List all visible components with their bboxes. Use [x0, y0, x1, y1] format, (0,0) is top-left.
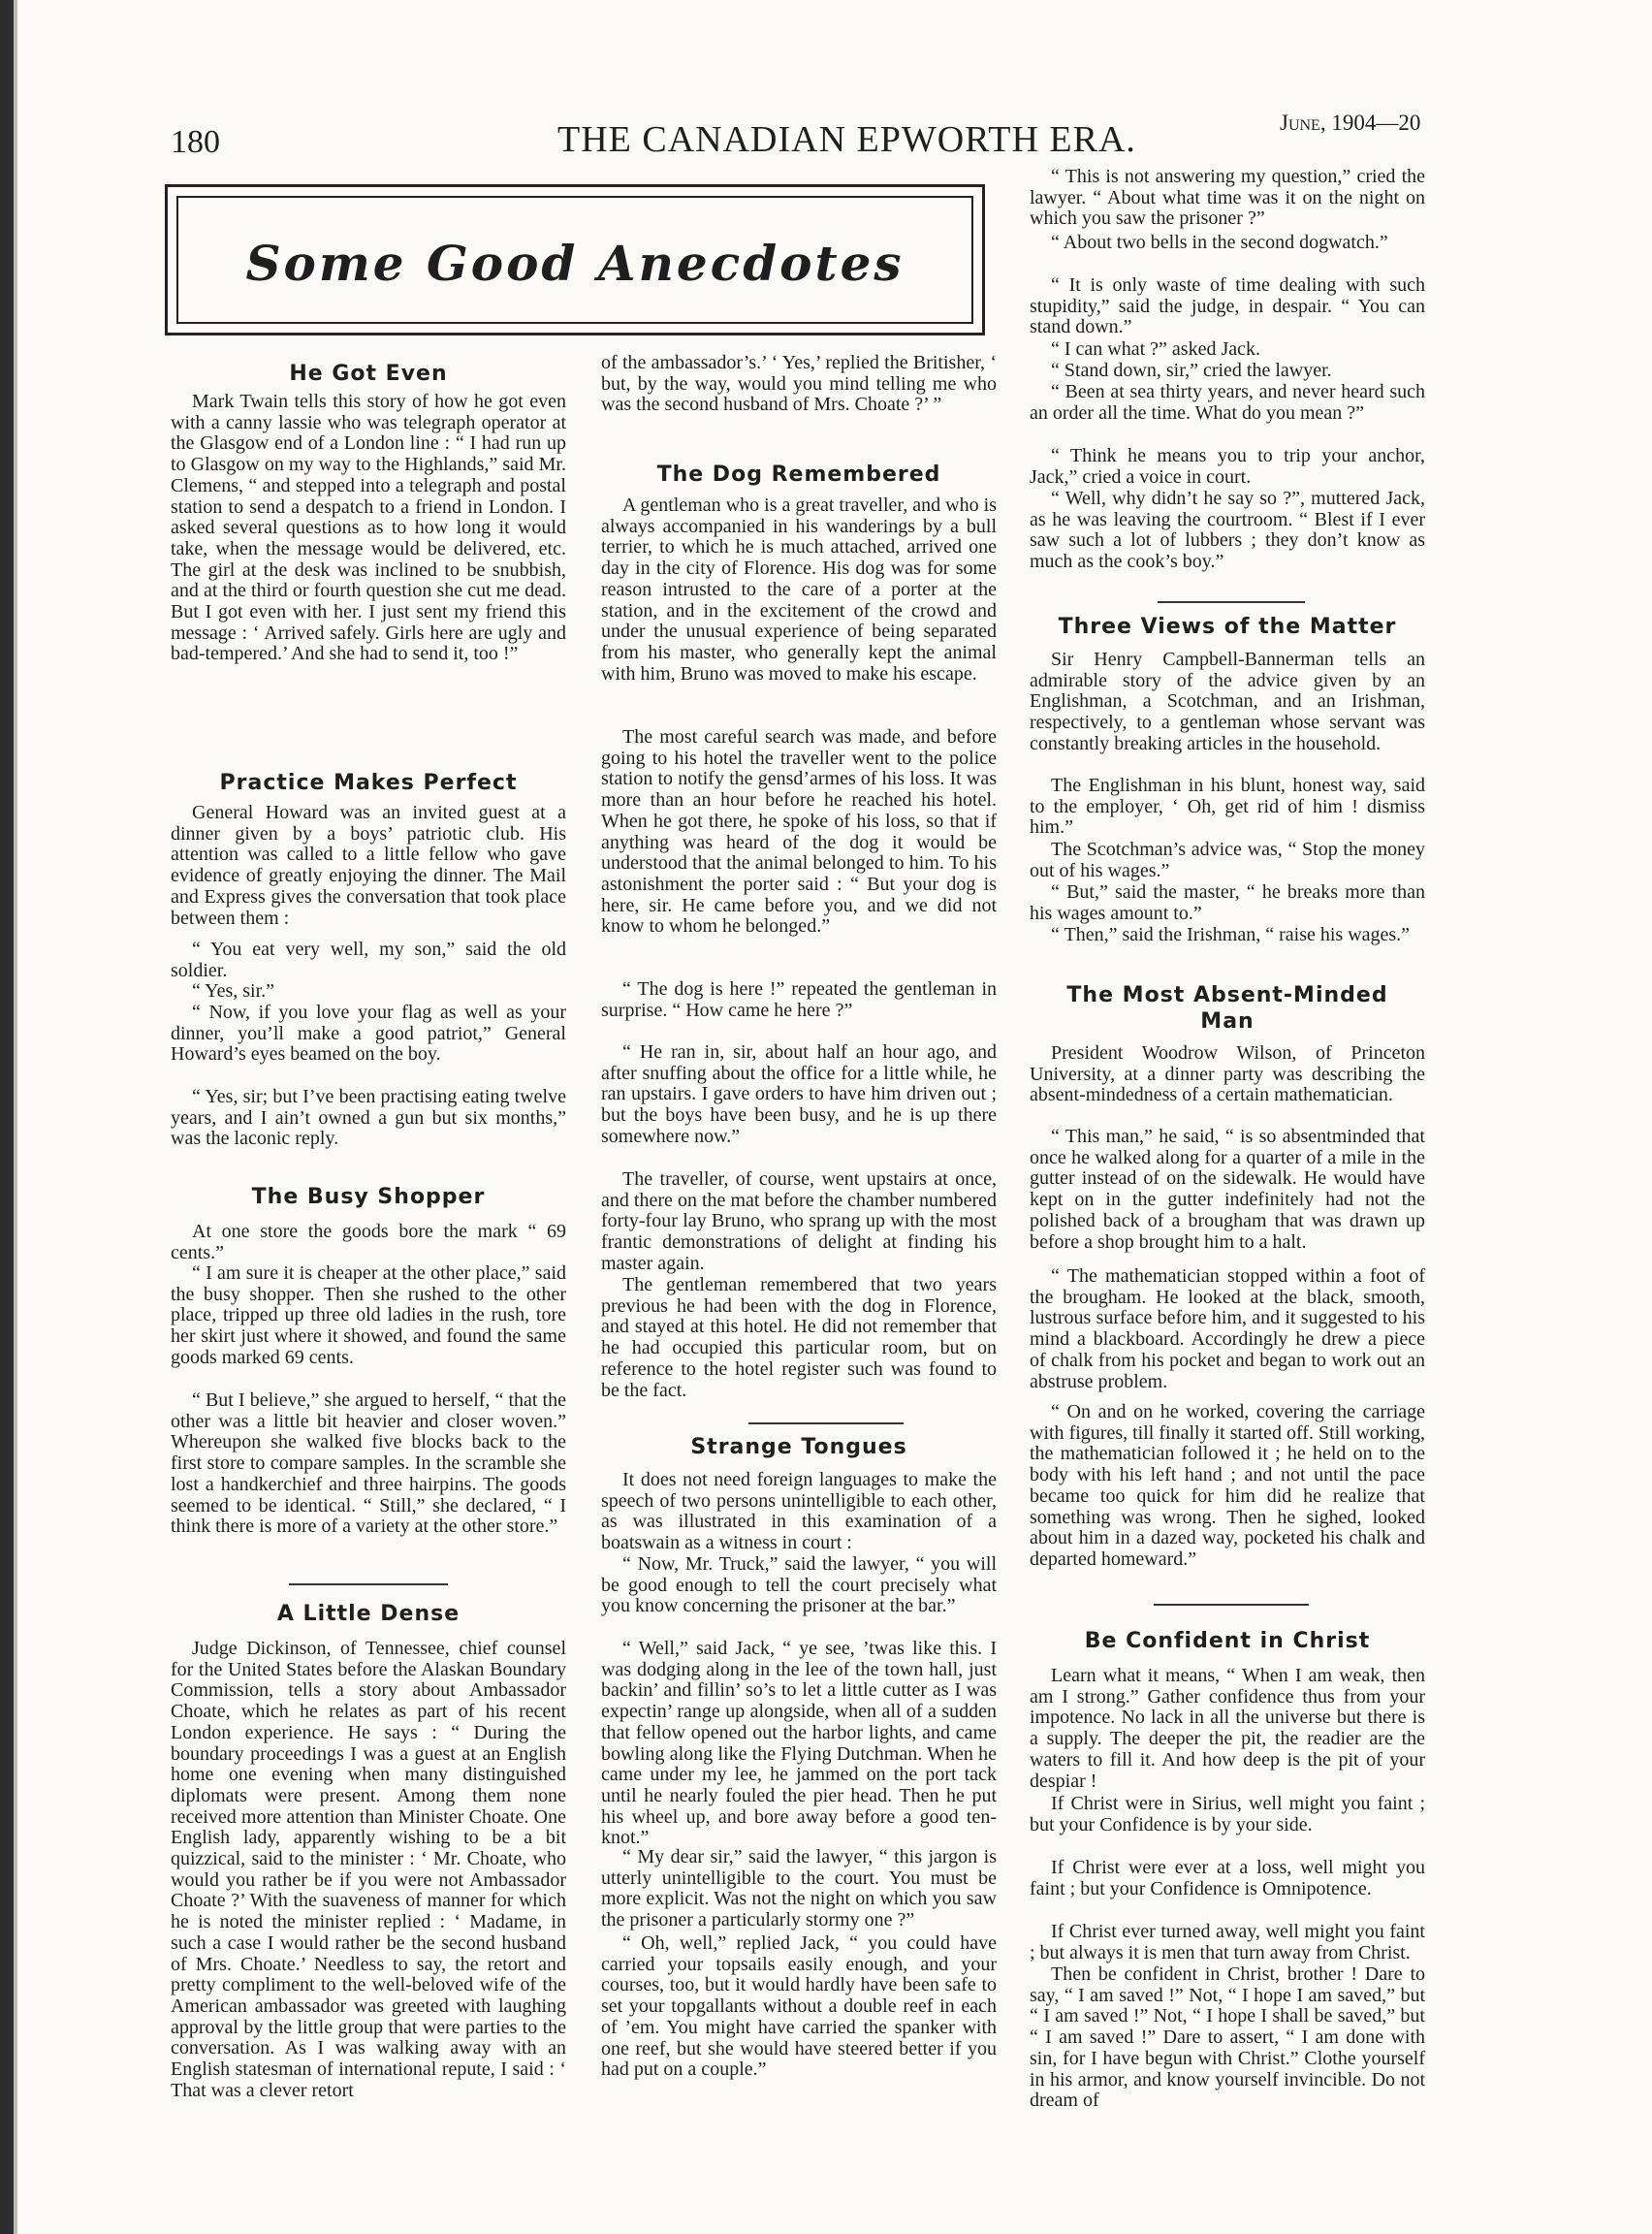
paragraph: “ I am sure it is cheaper at the other place,” said the busy shopper. Then she rushed to the other place, tripped up three old ladies in the rush, tore her skirt just where it showed, and found the same goods marked 69 cents.: [171, 1262, 566, 1368]
heading-he-got-even: He Got Even: [289, 362, 448, 386]
paragraph: If Christ were ever at a loss, well might you faint ; but your Confidence is Omnipotence.: [1030, 1857, 1425, 1899]
section-rule: [748, 1422, 904, 1424]
paragraph: “ He ran in, sir, about half an hour ago, and after snuffing about the office for a little while, he ran upstairs. I gave orders to have him driven out ; but the boys have been busy, and he is up there somewhere now.”: [601, 1041, 997, 1147]
publication-title: THE CANADIAN EPWORTH ERA.: [557, 119, 1136, 160]
paragraph: “ This is not answering my question,” cried the lawyer. “ About what time was it on the night on which you saw the prisoner ?”: [1030, 166, 1425, 230]
paragraph: The Englishman in his blunt, honest way, said to the employer, ‘ Oh, get rid of him ! dismiss him.”: [1030, 775, 1425, 839]
heading-three-views-of-the-matter: Three Views of the Matter: [1058, 615, 1397, 639]
paragraph: “ Now, Mr. Truck,” said the lawyer, “ you will be good enough to tell the court precisely what you know concerning the prisoner at the bar.”: [601, 1553, 997, 1617]
paragraph: “ Then,” said the Irishman, “ raise his wages.”: [1051, 924, 1411, 945]
paragraph: “ Been at sea thirty years, and never heard such an order all the time. What do you mean ?”: [1030, 381, 1425, 424]
column-3: [1030, 0, 1425, 2234]
paragraph: “ Now, if you love your flag as well as your dinner, you’ll make a good patriot,” General Howard’s eyes beamed on the boy.: [171, 1002, 566, 1066]
paragraph: “ Well,” said Jack, “ ye see, ’twas like this. I was dodging along in the lee of the town hall, just backin’ and fillin’ so’s to let a little cutter as I was expectin’ range up alongside, when all of a sudden that fellow opened out the harbor lights, and came bowling along like the Flying Dutchman. When he came under my lee, he jammed on the port tack until he nearly fouled the pier head. Then he put his wheel up, and bore away before a good ten-knot.”: [601, 1638, 997, 1849]
paragraph: It does not need foreign languages to make the speech of two persons unintelligible to each other, as was illustrated in this examination of a boatswain as a witness in court :: [601, 1469, 997, 1554]
section-rule: [1154, 1604, 1309, 1606]
paragraph: “ Stand down, sir,” cried the lawyer.: [1051, 360, 1332, 381]
paragraph: The most careful search was made, and before going to his hotel the traveller went to the police station to notify the gensd’armes of his loss. It was more than an hour before he reached his hotel. When he got there, he spoke of his loss, so that if anything was heard of the dog it would be understood that the animal belonged to him. To his astonishment the porter said : “ But your dog is here, sir. He came before you, and we did not know to whom he belonged.”: [601, 726, 997, 938]
heading-a-little-dense: A Little Dense: [276, 1602, 461, 1626]
heading-strange-tongues: Strange Tongues: [690, 1435, 907, 1459]
paragraph: “ On and on he worked, covering the carriage with figures, till finally it started off. Still working, the mathematician followed it ; he held on to the body with his left hand ; and not until the pace became too quick for him did he realize that something was wrong. Then he sighed, looked about him in a dazed way, pocketed his chalk and departed homeward.”: [1030, 1401, 1425, 1570]
paragraph: “ But,” said the master, “ he breaks more than his wages amount to.”: [1030, 881, 1425, 924]
paragraph: “ The dog is here !” repeated the gentleman in surprise. “ How came he here ?”: [601, 978, 997, 1021]
paragraph: “ This man,” he said, “ is so absentminded that once he walked along for a quarter of a mile in the gutter instead of on the sidewalk. He would have kept on in the gutter indefinitely had not the polished back of a brougham that was drawn up before a shop brought him to a halt.: [1030, 1126, 1425, 1253]
binding-edge: [0, 0, 14, 2234]
paragraph: “ I can what ?” asked Jack.: [1051, 338, 1260, 360]
paragraph: Sir Henry Campbell-Bannerman tells an admirable story of the advice given by an Englishman, a Scotchman, and an Irishman, respectively, to a gentleman whose servant was constantly breaking articles in the household.: [1030, 649, 1425, 754]
paragraph: “ About two bells in the second dogwatch.”: [1051, 232, 1388, 253]
paragraph: “ Yes, sir.”: [192, 980, 275, 1002]
heading-most-absent-minded-line1: The Most Absent-Minded: [1066, 983, 1388, 1007]
paragraph: President Woodrow Wilson, of Princeton University, at a dinner party was describing the absent-mindedness of a certain mathematician.: [1030, 1042, 1425, 1106]
paragraph: If Christ ever turned away, well might you faint ; but always it is men that turn away from Christ.: [1030, 1921, 1425, 1963]
paragraph: Mark Twain tells this story of how he got even with a canny lassie who was telegraph operator at the Glasgow end of a London line : “ I had run up to Glasgow on my way to the Highlands,” said Mr. Clemens, “ and stepped into a telegraph and postal station to send a despatch to a friend in London. I asked several questions as to how long it would take, when the message would be delivered, etc. The girl at the desk was inclined to be snubbish, and at the third or fourth question she cut me dead. But I got even with her. I just sent my friend this message : ‘ Arrived safely. Girls here are ugly and bad-tempered.’ And she had to send it, too !”: [171, 391, 566, 665]
heading-the-busy-shopper: The Busy Shopper: [251, 1185, 486, 1209]
heading-the-dog-remembered: The Dog Remembered: [656, 463, 941, 487]
paragraph: Then be confident in Christ, brother ! Dare to say, “ I am saved !” Not, “ I hope I am saved,” but “ I am saved !” Not, “ I hope I shall be saved,” but “ I am saved !” Dare to assert, “ I am done with sin, for I have begun with Christ.” Clothe yourself in his armor, and know yourself invincible. Do not dream of: [1030, 1963, 1425, 2112]
paragraph: At one store the goods bore the mark “ 69 cents.”: [171, 1221, 566, 1263]
paragraph: “ The mathematician stopped within a foot of the brougham. He looked at the black, smooth, lustrous surface before him, and it suggested to his mind a blackboard. Accordingly he drew a piece of chalk from his pocket and began to work out an abstruse problem.: [1030, 1265, 1425, 1392]
section-rule: [1158, 601, 1305, 603]
paragraph: If Christ were in Sirius, well might you faint ; but your Confidence is by your side.: [1030, 1793, 1425, 1835]
binding-shadow: [14, 0, 17, 2234]
paragraph: “ It is only waste of time dealing with such stupidity,” said the judge, in despair. “ You can stand down.”: [1030, 274, 1425, 338]
paragraph: The traveller, of course, went upstairs at once, and there on the mat before the chamber numbered forty-four lay Bruno, who sprang up with the most frantic demonstrations of delight at finding his master again.: [601, 1168, 997, 1274]
paragraph: “ Oh, well,” replied Jack, “ you could have carried your topsails easily enough, and your courses, too, but it would hardly have been safe to set your topgallants without a double reef in each of ’em. You might have carried the spanker with one reef, but she would have steered better if you had put on a couple.”: [601, 1932, 997, 2081]
paragraph: General Howard was an invited guest at a dinner given by a boys’ patriotic club. His attention was called to a little fellow who gave evidence of greatly enjoying the dinner. The Mail and Express gives the conversation that took place between them :: [171, 802, 566, 929]
paragraph: A gentleman who is a great traveller, and who is always accompanied in his wanderings by a bull terrier, to which he is much attached, arrived one day in the city of Florence. His dog was for some reason intrusted to the care of a porter at the station, and in the excitement of the crowd and under the unusual experience of being separated from his master, who generally kept the animal with him, Bruno was moved to make his escape.: [601, 495, 997, 685]
issue-date: June, 1904—20: [1280, 111, 1421, 135]
paragraph: The Scotchman’s advice was, “ Stop the money out of his wages.”: [1030, 839, 1425, 881]
paragraph: Learn what it means, “ When I am weak, then am I strong.” Gather confidence thus from your impotence. No lack in all the universe but there is a supply. The deeper the pit, the readier are the waters to fill it. And how deep is the pit of your despiar !: [1030, 1665, 1425, 1792]
heading-practice-makes-perfect: Practice Makes Perfect: [219, 771, 518, 795]
section-rule: [289, 1583, 448, 1585]
paragraph: “ Well, why didn’t he say so ?”, muttered Jack, as he was leaving the courtroom. “ Blest if I ever saw such a lot of lubbers ; they don’t know as much as the cook’s boy.”: [1030, 488, 1425, 573]
paragraph: “ My dear sir,” said the lawyer, “ this jargon is utterly unintelligible to the court. You must be more explicit. Was not the night on which you saw the prisoner a particularly stormy one ?”: [601, 1846, 997, 1931]
paragraph: Judge Dickinson, of Tennessee, chief counsel for the United States before the Alaskan Boundary Commission, tells a story about Ambassador Choate, which he relates as part of his recent London experience. He says : “ During the boundary proceedings I was a guest at an English home one evening when many distinguished diplomats were present. Among them none received more attention than Minister Choate. One English lady, apparently wishing to be a bit quizzical, said to the minister : ‘ Mr. Choate, who would you rather be if you were not Ambassador Choate ?’ With the suaveness of manner for which he is noted the minister replied : ‘ Madame, in such a case I would rather be the second husband of Mrs. Choate.’ Needless to say, the retort and pretty compliment to the well-beloved wife of the American ambassador was greeted with laughing approval by the little group that were parties to the conversation. As I was walking away with an English statesman of international repute, I said : ‘ That was a clever retort: [171, 1638, 566, 2101]
heading-most-absent-minded-line2: Man: [1200, 1009, 1255, 1034]
paragraph: “ Think he means you to trip your anchor, Jack,” cried a voice in court.: [1030, 445, 1425, 488]
column-2: [601, 0, 997, 2234]
paragraph: “ You eat very well, my son,” said the old soldier.: [171, 939, 566, 981]
paragraph: “ But I believe,” she argued to herself, “ that the other was a little bit heavier and closer woven.” Whereupon she walked five blocks back to the first store to compare samples. In the scramble she lost a handkerchief and three hairpins. The goods seemed to be identical. “ Still,” she declared, “ I think there is more of a variety at the other store.”: [171, 1389, 566, 1538]
paragraph: “ Yes, sir; but I’ve been practising eating twelve years, and I ain’t owned a gun but six months,” was the laconic reply.: [171, 1086, 566, 1150]
page-number: 180: [171, 124, 220, 160]
heading-be-confident-in-christ: Be Confident in Christ: [1084, 1629, 1371, 1653]
page-title: Some Good Anecdotes: [245, 235, 905, 292]
column-1: [171, 0, 566, 2234]
paragraph: of the ambassador’s.’ ‘ Yes,’ replied the Britisher, ‘ but, by the way, would you mind telling me who was the second husband of Mrs. Choate ?’ ”: [601, 352, 997, 416]
paragraph: The gentleman remembered that two years previous he had been with the dog in Florence, and stayed at this hotel. He did not remember that he had occupied this particular room, but on reference to the hotel register such was found to be the fact.: [601, 1274, 997, 1401]
